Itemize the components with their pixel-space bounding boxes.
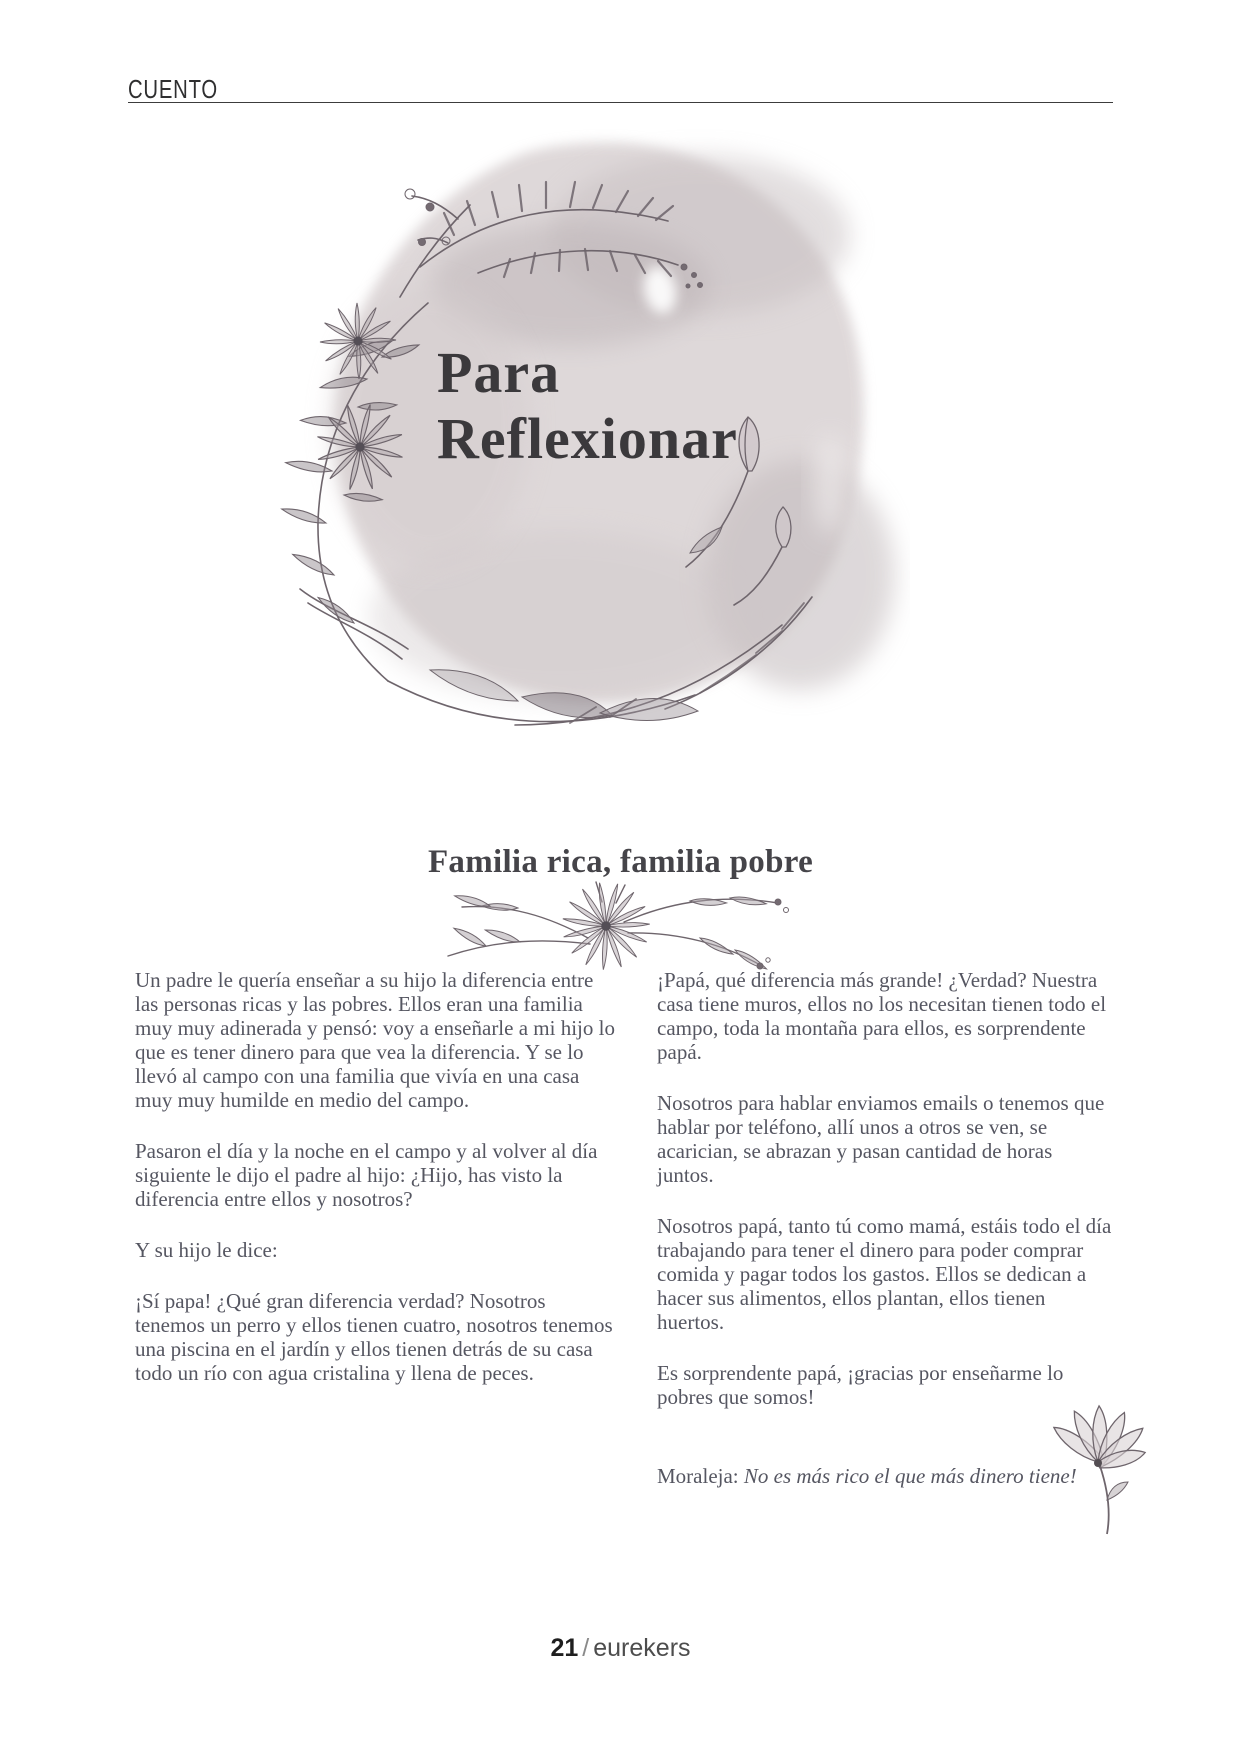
flower-illustration: [1020, 1378, 1190, 1538]
paragraph: Nosotros para hablar enviamos emails o tenemos que hablar por teléfono, allí unos a otros se ven, se acarician, se abrazan y pasan cantidad de horas juntos.: [657, 1091, 1105, 1187]
floral-divider-illustration: [390, 876, 810, 978]
article-body: [135, 968, 1113, 1515]
page-footer: [128, 1634, 1113, 1663]
paragraph: ¡Sí papa! ¿Qué gran diferencia verdad? Nosotros tenemos un perro y ellos tienen cuatro, nosotros tenemos una piscina en el jardín y ellos tienen detrás de su casa todo un río con agua cristalina y llena de peces.: [135, 1289, 613, 1385]
paragraph: ¡Papá, qué diferencia más grande! ¿Verdad? Nuestra casa tiene muros, ellos no los necesitan tienen todo el campo, toda la montaña para ellos, es sorprendente papá.: [657, 968, 1107, 1064]
footer-site-name: eurekers: [593, 1634, 691, 1662]
footer-separator: /: [582, 1634, 590, 1662]
moral-label: Moraleja:: [657, 1464, 744, 1488]
hero-title: [437, 340, 738, 472]
paragraph: Es sorprendente papá, ¡gracias por enseñarme lo pobres que somos!: [657, 1361, 1064, 1409]
paragraph: Nosotros papá, tanto tú como mamá, estáis todo el día trabajando para tener el dinero para poder comprar comida y pagar todos los gastos. Ellos se dedican a hacer sus alimentos, ellos plantan, ellos tienen huertos.: [657, 1214, 1112, 1334]
hero-title-line-2: Reflexionar: [437, 406, 738, 471]
paragraph: Un padre le quería enseñar a su hijo la diferencia entre las personas ricas y las pobres. Ellos eran una familia muy muy adinerada y pensó: voy a enseñarle a mi hijo lo que es tener dinero para que vea la diferencia. Y se lo llevó al campo con una familia que vivía en una casa muy muy humilde en medio del campo.: [135, 968, 615, 1112]
moral-quote: No es más rico el que más dinero tiene!: [743, 1464, 1077, 1488]
paragraph: Y su hijo le dice:: [135, 1238, 278, 1262]
article-title: Familia rica, familia pobre: [427, 844, 814, 880]
paragraph: Pasaron el día y la noche en el campo y al volver al día siguiente le dijo el padre al hijo: ¿Hijo, has visto la diferencia entre ellos y nosotros?: [135, 1139, 598, 1211]
article-column-left: [135, 968, 615, 1515]
section-kicker-label: CUENTO: [128, 74, 218, 104]
hero-title-line-1: Para: [437, 340, 561, 405]
page-number: 21: [550, 1634, 579, 1662]
